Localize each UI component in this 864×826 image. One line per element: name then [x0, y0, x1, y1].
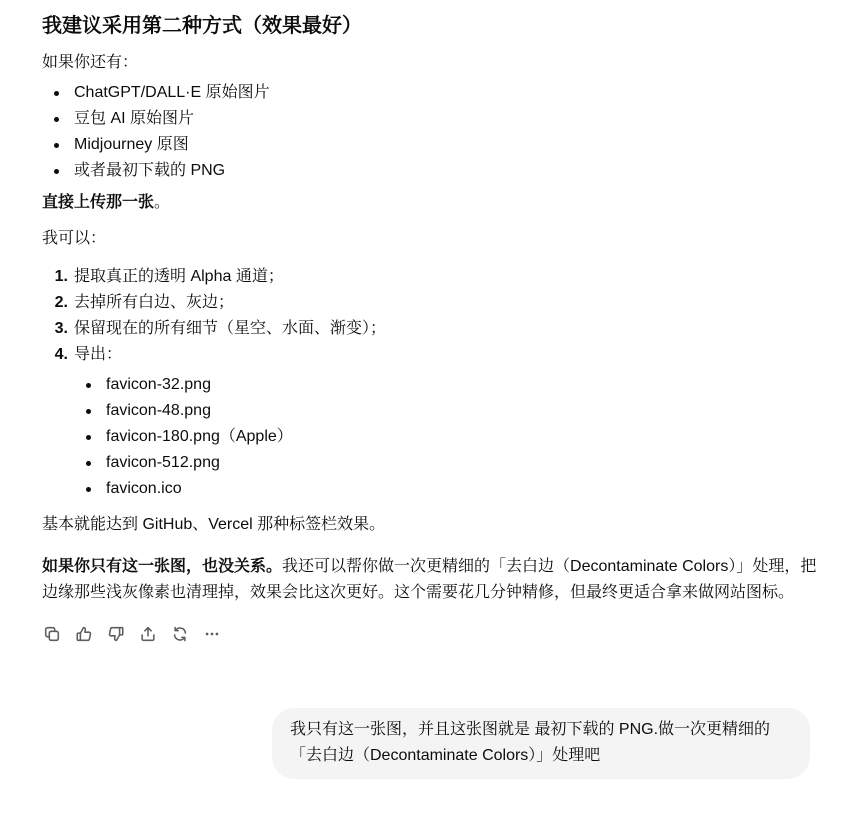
step-number: 2. — [54, 294, 68, 311]
final-paragraph — [42, 554, 822, 606]
list-item: favicon-32.png — [106, 372, 822, 398]
step-text: 去掉所有白边、灰边； — [74, 294, 235, 311]
step-text: 提取真正的透明 Alpha 通道； — [74, 268, 284, 285]
share-icon — [139, 625, 157, 643]
copy-icon — [43, 625, 61, 643]
assistant-message — [42, 0, 822, 606]
step-number: 3. — [54, 320, 68, 337]
step-item — [54, 264, 822, 290]
direct-upload-tail: 。 — [154, 194, 171, 211]
step-number: 4. — [54, 346, 68, 363]
message-actions — [42, 624, 222, 644]
step-text: 保留现在的所有细节（星空、水面、渐变）； — [74, 320, 387, 337]
step-item — [54, 290, 822, 316]
list-item: ChatGPT/DALL·E 原始图片 — [74, 80, 822, 106]
list-item: favicon-180.png（Apple） — [106, 424, 822, 450]
list-item: 豆包 AI 原始图片 — [74, 106, 822, 132]
more-icon — [203, 625, 221, 643]
copy-button[interactable] — [42, 624, 62, 644]
response-heading: 我建议采用第二种方式（效果最好） — [42, 15, 362, 37]
export-list — [74, 372, 822, 502]
list-item: favicon-512.png — [106, 450, 822, 476]
direct-upload-text — [42, 190, 822, 216]
step-item — [54, 316, 822, 342]
can-do-text: 我可以： — [42, 230, 107, 247]
user-message-text: 我只有这一张图，并且这张图就是 最初下载的 PNG.做一次更精细的「去白边（Decontaminate Colors）」处理吧 — [290, 721, 771, 764]
user-message — [272, 708, 810, 779]
list-item: Midjourney 原图 — [74, 132, 822, 158]
list-item: 或者最初下载的 PNG — [74, 158, 822, 184]
regenerate-icon — [171, 625, 189, 643]
step-item — [54, 342, 822, 502]
thumbs-down-button[interactable] — [106, 624, 126, 644]
share-button[interactable] — [138, 624, 158, 644]
thumbs-up-button[interactable] — [74, 624, 94, 644]
intro-text: 如果你还有： — [42, 54, 139, 71]
step-number: 1. — [54, 268, 68, 285]
source-list — [42, 80, 822, 184]
direct-upload-bold: 直接上传那一张 — [42, 194, 155, 211]
list-item: favicon-48.png — [106, 398, 822, 424]
steps-list — [42, 264, 822, 502]
step-text: 导出： — [74, 346, 123, 363]
final-bold: 如果你只有这一张图，也没关系。 — [42, 558, 283, 575]
regenerate-button[interactable] — [170, 624, 190, 644]
list-item: favicon.ico — [106, 476, 822, 502]
summary-text: 基本就能达到 GitHub、Vercel 那种标签栏效果。 — [42, 516, 386, 533]
thumbs-down-icon — [107, 625, 125, 643]
thumbs-up-icon — [75, 625, 93, 643]
final-text: 我还可以帮你做一次更精细的「去白边（Decontaminate Colors）」处理，把边缘那些浅灰像素也清理掉，效果会比这次更好。这个需要花几分钟精修，但最终更适合拿来做网站图标。 — [42, 558, 817, 601]
more-options-button[interactable] — [202, 624, 222, 644]
